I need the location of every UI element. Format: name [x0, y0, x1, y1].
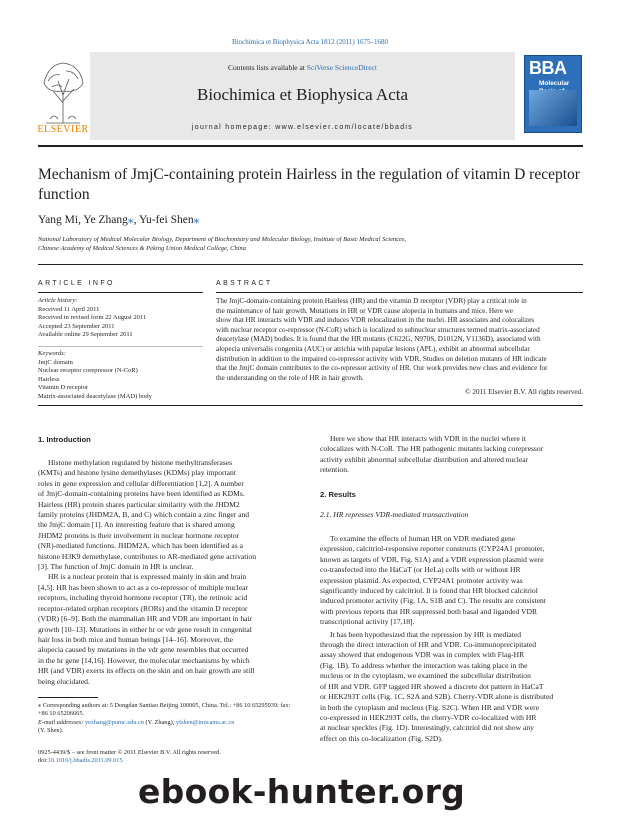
divider [216, 292, 583, 293]
corresponding-note: ⁎ Corresponding authors at: 5 Dongdan Santiao Beijing 100005, China. Tel.: +86 10 65295939; fax: +86 10 65206665. [38, 702, 291, 718]
issn-line: 0925-4439/$ – see front matter © 2011 Elsevier B.V. All rights reserved. [38, 749, 221, 756]
results-text: To examine the effects of human HR on VDR mediated gene expression, calcitriol-responsive reporter constructs (CYP24A1 promoter, known as targets of VDR, Fig. S1A) and a VDR expression plasmid were co-transfected into the HaCaT (or HeLa) cells with or without HR expression plasmid. As expected, CYP24A1 promoter activity was significantly induced by calcitriol. It is found that HR blocked calcitriol induced promoter activity (Fig. 1A, S1B and C). The results are consistent with previous reports that HR suppressed both basal and liganded VDR transcriptional activity [17,18]. It has been hypothesized that the repression by HR is mediated through the direct interaction of HR and VDR. Co-immunoprecipitated assay showed that endogenous VDR was in complex with Flag-HR (Fig. 1B). To address whether the interaction was taking place in the nucleus or in the cytoplasm, we examined the subcellular distribution of HR and VDR. GFP tagged HR showed a discrete dot pattern in HaCaT or HEK293T cells (Fig. 1C, S2A and S2B). Cherry-VDR alone is distributed in both the cytoplasm and nucleus (Fig. S2C). When HR and VDR were co-expressed in HEK293T cells, the cherry-VDR co-localized with HR at nuclear speckles (Fig. 1D). Interestingly, calcitriol did not show any effect on this co-localization (Fig. S2D). [320, 534, 554, 743]
elsevier-logo-text: ELSEVIER [37, 124, 89, 135]
article-title: Mechanism of JmjC-containing protein Hairless in the regulation of vitamin D receptor function [38, 166, 580, 203]
author-name: Yang Mi [38, 214, 79, 226]
introduction-text: Histone methylation regulated by histone methyltransferases (KMTs) and histone lysine demethylases (KDMs) play important roles in gene expression and cellular differentiation [1,2]. A number of JmjC-domain-containing proteins have been identified as KDMs. Hairless (HR) protein shares particular similarity with the JHDM2 family proteins (JHDM2A, B, and C) which contain a zinc finger and the JmjC domain [1]. An interesting feature that is shared among JHDM2 proteins is their involvement in nuclear hormone receptor (NR)-mediated functions. JHDM2A, which has been identified as a histone H3K9 demethylase, contributes to AR-mediated gene activation [3]. The function of JmjC domain in HR is unclear. HR is a nuclear protein that is expressed mainly in skin and brain [4,5]. HR has been shown to act as a co-repressor of multiple nuclear receptors, including thyroid hormone receptor (TR), the retinoic acid receptor-related orphan receptors (RORs) and the vitamin D receptor (VDR) [6–9]. Both the mammalian HR and VDR are important in hair growth [10–13]. Mutations in either hr or vdr gene result in congenital hair loss in both mice and human beings [14–16]. Moreover, the alopecia caused by mutations in the vdr gene resembles that occurred in the hr gene [14,16]. However, the molecular mechanisms by which HR (and VDR) exerts its effects on the skin and on hair growth are still being elucidated. [38, 458, 257, 686]
abstract-text: The JmjC-domain-containing protein Hairless (HR) and the vitamin D receptor (VDR) play a critical role in the maintenance of hair growth. Mutations in HR or VDR cause alopecia in humans and mice. Here we show that HR interacts with VDR and induces VDR relocalization in the nuclei. HR associates and colocalizes with nuclear receptor co-repressor (N-CoR) which is localized to subnuclear structures termed matrix-associated deacetylase (MAD) bodies. It is found that the HR mutants (C622G, N970S, D1012N, V1136D), associated with alopecia universalis congenita (AUC) or atrichia with papular lesions (APL), exhibit an abnormal subcellular distribution in addition to the impaired co-repressor activity with VDR. Studies on deletion mutants of HR indicate that the JmjC domain contributes to the co-repressor activity of HR. Our work provides new clues and evidence for the understanding on the role of HR in hair growth. [216, 297, 548, 382]
article-info-heading: ARTICLE INFO [38, 280, 115, 287]
journal-homepage[interactable]: journal homepage: www.elsevier.com/locate/bbadis [191, 124, 414, 131]
divider [38, 346, 203, 347]
section-heading-introduction: 1. Introduction [38, 435, 91, 444]
footnote: ⁎ Corresponding authors at: 5 Dongdan Santiao Beijing 100005, China. Tel.: +86 10 65295939; fax: +86 10 65206665. E-mail addresses: yezhang@pumc.edu.cn (Y. Zhang), yfshen@imicams.ac.cn (Y. Shen). [38, 702, 301, 736]
divider [38, 292, 203, 293]
email-link[interactable]: yezhang@pumc.edu.cn [85, 718, 144, 726]
abstract-heading: ABSTRACT [216, 280, 273, 287]
watermark: ebook-hunter.org [138, 772, 466, 811]
cover-image [529, 90, 577, 126]
contents-prefix: Contents lists available at [228, 63, 307, 72]
copyright: © 2011 Elsevier B.V. All rights reserved. [465, 388, 583, 396]
header-rule [38, 145, 583, 147]
corresponding-mark[interactable]: ⁎ [127, 214, 134, 226]
author-name: Ye Zhang [83, 214, 128, 226]
doi-link[interactable]: 10.1016/j.bbadis.2011.09.015 [47, 757, 123, 765]
author-list: Yang Mi, Ye Zhang⁎, Yu-fei Shen⁎ [38, 214, 200, 226]
journal-reference[interactable]: Biochimica et Biophysica Acta 1812 (2011) 1675–1680 [231, 38, 389, 46]
doi-line: doi:10.1016/j.bbadis.2011.09.015 [38, 757, 123, 765]
article-history: Article history: Received 11 April 2011 Received in revised form 22 August 2011 Accepted 23 September 2011 Available online 29 September 2011 [38, 297, 147, 339]
elsevier-tree-icon [38, 53, 88, 133]
journal-name: Biochimica et Biophysica Acta [196, 85, 409, 104]
email-link[interactable]: yfshen@imicams.ac.cn [175, 718, 235, 726]
cover-subtitle: Molecular [539, 80, 570, 87]
contents-line [90, 63, 515, 72]
section-heading-results: 2. Results [320, 490, 356, 499]
footer-meta [38, 749, 338, 766]
subsection-heading: 2.1. HR represses VDR-mediated transactivation [320, 510, 469, 519]
divider [38, 405, 583, 406]
footnote-rule [38, 697, 98, 698]
introduction-continued: Here we show that HR interacts with VDR in the nuclei where it colocalizes with N-CoR. The HR pathogenic mutants lacking corepressor activity exhibit abnormal subcellular distribution and altered nuclear retention. [320, 434, 544, 475]
author-name: Yu-fei Shen [138, 214, 194, 226]
sciencedirect-link[interactable]: SciVerse ScienceDirect [306, 63, 377, 72]
affiliation: National Laboratory of Medical Molecular Biology, Department of Biochemistry and Molecular Biology, Institute of Basic Medical Sciences, Chinese Academy of Medical Sciences & Peking Union Medical College, China [38, 236, 407, 252]
keywords: Keywords: JmjC domain Nuclear receptor corepressor (N-CoR) Hairless Vitamin D receptor Matrix-associated deacetylase (MAD) body [38, 350, 152, 400]
divider [38, 264, 583, 265]
journal-cover [524, 55, 582, 133]
email-line: E-mail addresses: yezhang@pumc.edu.cn (Y. Zhang), yfshen@imicams.ac.cn [38, 718, 235, 726]
corresponding-mark[interactable]: ⁎ [193, 214, 200, 226]
cover-title: BBA [529, 58, 567, 78]
